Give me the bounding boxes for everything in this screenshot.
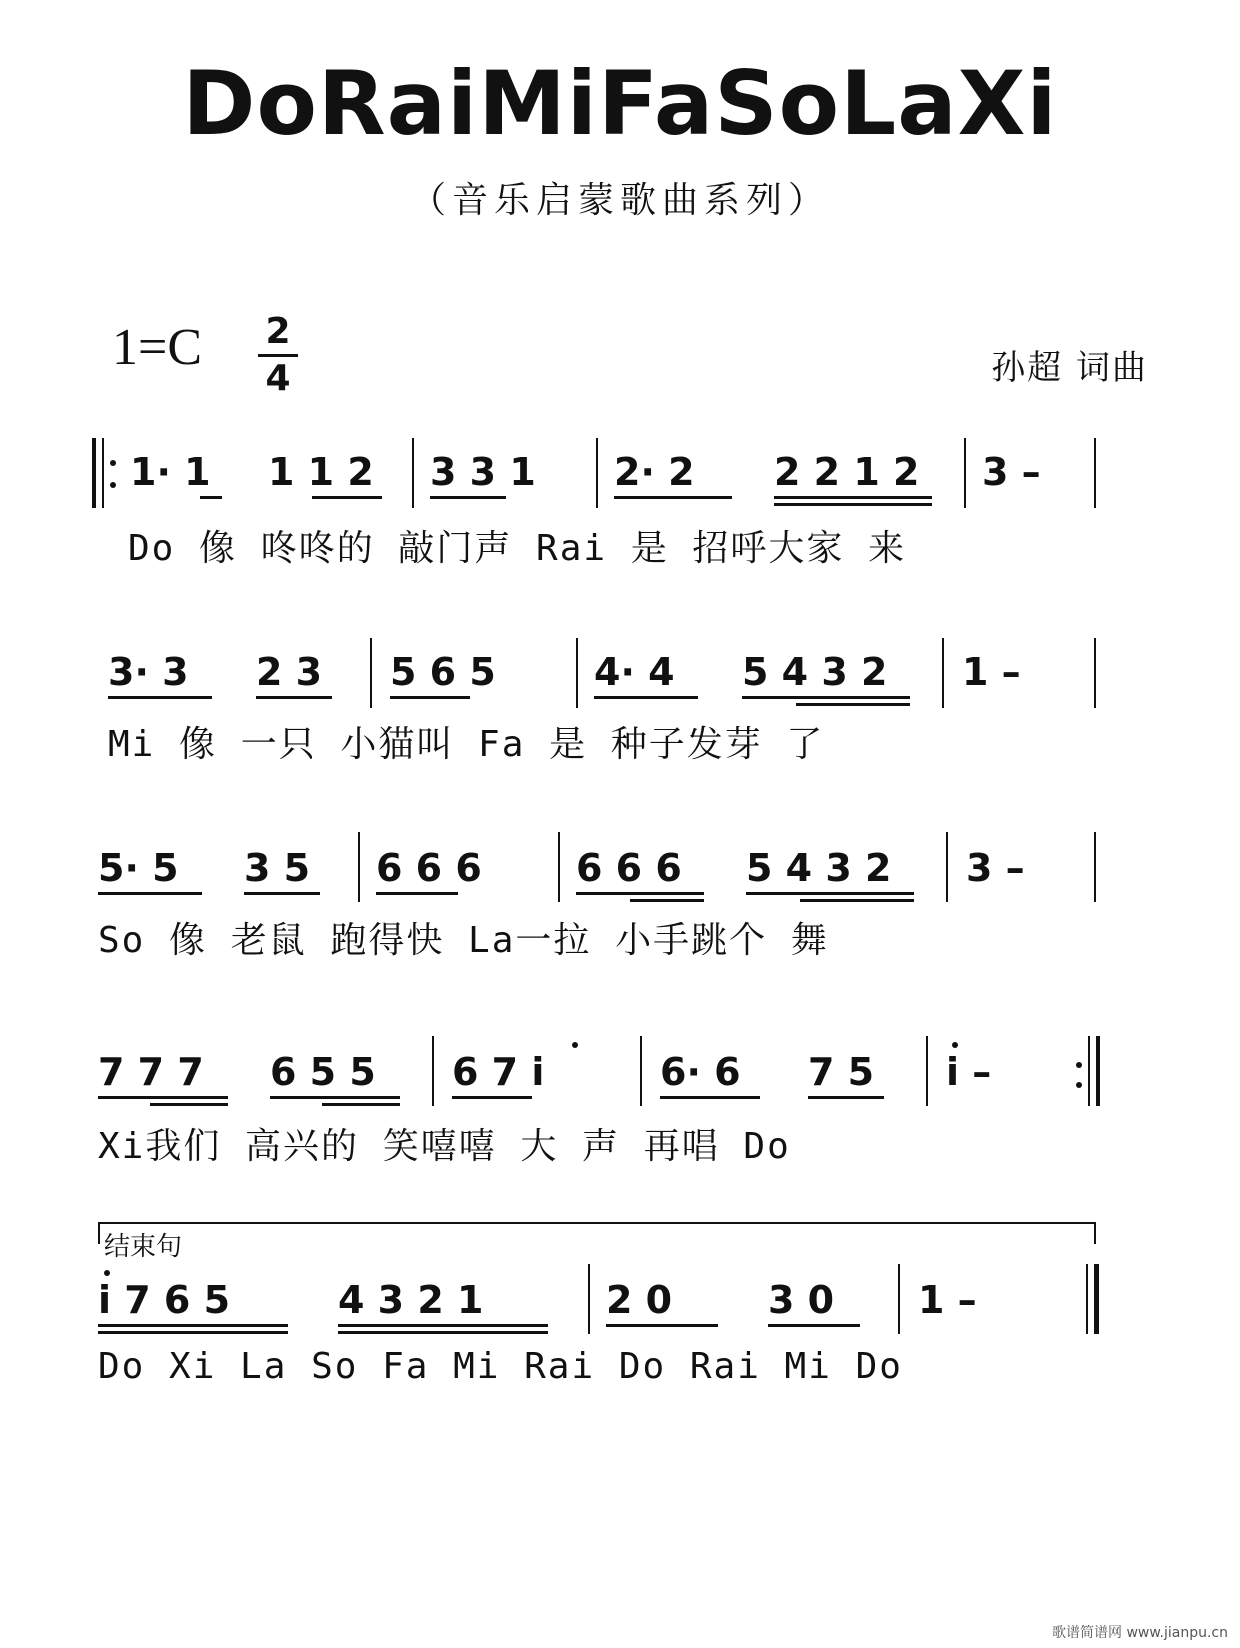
underline-beam: [614, 496, 732, 499]
underline-beam: [430, 496, 506, 499]
underline-beam: [774, 496, 932, 499]
underline-beam: [452, 1096, 532, 1099]
underline-beam: [312, 496, 382, 499]
note-group: 7 7 7: [98, 1050, 204, 1094]
high-octave-dot: [572, 1042, 578, 1048]
lyrics-line: Xi我们 高兴的 笑嘻嘻 大 声 再唱 Do: [98, 1126, 791, 1167]
underline-beam: [768, 1324, 860, 1327]
bar-line: [370, 638, 372, 708]
underline-beam: [98, 1331, 288, 1334]
ending-bracket-left: [98, 1222, 100, 1244]
bar-line: [576, 638, 578, 708]
high-octave-dot: [952, 1042, 958, 1048]
bar-line: [558, 832, 560, 902]
underline-beam: [98, 1324, 288, 1327]
underline-beam: [742, 696, 910, 699]
key-signature: 1=C: [112, 319, 203, 376]
underline-beam: [338, 1331, 548, 1334]
underline-beam: [660, 1096, 760, 1099]
final-bar-line: [1086, 1264, 1088, 1334]
repeat-end-bar: [1088, 1036, 1090, 1106]
ending-bracket-right: [1094, 1222, 1096, 1244]
note-group: 1 1 2: [268, 450, 374, 494]
underline-beam: [200, 496, 222, 499]
repeat-dot: [110, 482, 116, 488]
note-group: i 7 6 5: [98, 1278, 231, 1322]
underline-beam: [800, 899, 914, 902]
bar-line: [964, 438, 966, 508]
underline-beam: [594, 696, 698, 699]
repeat-dot: [1076, 1082, 1082, 1088]
author-credit: 孙超 词曲: [991, 348, 1148, 388]
bar-line: [1094, 832, 1096, 902]
high-octave-dot: [104, 1270, 110, 1276]
underline-beam: [256, 696, 332, 699]
note-group: 6 6 6: [376, 846, 482, 890]
note-group: i –: [946, 1050, 992, 1094]
repeat-start-thick-bar: [92, 438, 96, 508]
bar-line: [942, 638, 944, 708]
note-group: 1 –: [962, 650, 1021, 694]
note-group: 4· 4: [594, 650, 675, 694]
bar-line: [1094, 638, 1096, 708]
bar-line: [432, 1036, 434, 1106]
underline-beam: [98, 892, 202, 895]
underline-beam: [390, 696, 470, 699]
underline-beam: [322, 1103, 400, 1106]
ending-label: 结束句: [104, 1232, 183, 1262]
note-group: 5 6 5: [390, 650, 496, 694]
ending-bracket: [98, 1222, 1094, 1224]
bar-line: [640, 1036, 642, 1106]
bar-line: [946, 832, 948, 902]
underline-beam: [774, 503, 932, 506]
underline-beam: [808, 1096, 884, 1099]
bar-line: [1094, 438, 1096, 508]
note-group: 1· 1: [130, 450, 211, 494]
note-group: 6 6 6: [576, 846, 682, 890]
bar-line: [898, 1264, 900, 1334]
note-group: 5· 5: [98, 846, 179, 890]
note-group: 4 3 2 1: [338, 1278, 484, 1322]
song-title: DoRaiMiFaSoLaXi: [182, 52, 1058, 155]
underline-beam: [108, 696, 212, 699]
lyrics-line: Mi 像 一只 小猫叫 Fa 是 种子发芽 了: [108, 724, 825, 765]
song-subtitle: （音乐启蒙歌曲系列）: [409, 180, 830, 221]
bar-line: [358, 832, 360, 902]
underline-beam: [606, 1324, 718, 1327]
repeat-start-bar: [102, 438, 104, 508]
note-group: 6· 6: [660, 1050, 741, 1094]
final-thick-bar: [1094, 1264, 1099, 1334]
bar-line: [588, 1264, 590, 1334]
time-signature-top: 2: [265, 311, 291, 352]
note-group: 1 –: [918, 1278, 977, 1322]
note-group: 5 4 3 2: [742, 650, 888, 694]
underline-beam: [746, 892, 914, 895]
bar-line: [596, 438, 598, 508]
note-group: 3 5: [244, 846, 311, 890]
note-group: 3· 3: [108, 650, 189, 694]
underline-beam: [338, 1324, 548, 1327]
repeat-end-thick-bar: [1096, 1036, 1100, 1106]
underline-beam: [150, 1103, 228, 1106]
time-signature: [258, 312, 298, 399]
repeat-dot: [110, 460, 116, 466]
lyrics-line: So 像 老鼠 跑得快 La一拉 小手跳个 舞: [98, 920, 829, 961]
lyrics-line: Do 像 咚咚的 敲门声 Rai 是 招呼大家 来: [128, 528, 907, 569]
note-group: 2· 2: [614, 450, 695, 494]
note-group: 2 0: [606, 1278, 673, 1322]
bar-line: [926, 1036, 928, 1106]
underline-beam: [98, 1096, 228, 1099]
underline-beam: [576, 892, 704, 895]
note-group: 5 4 3 2: [746, 846, 892, 890]
note-group: 3 0: [768, 1278, 835, 1322]
underline-beam: [796, 703, 910, 706]
underline-beam: [630, 899, 704, 902]
note-group: 6 7 i: [452, 1050, 545, 1094]
underline-beam: [270, 1096, 400, 1099]
underline-beam: [376, 892, 458, 895]
underline-beam: [244, 892, 320, 895]
time-signature-bottom: 4: [265, 358, 291, 399]
note-group: 3 –: [966, 846, 1025, 890]
note-group: 3 –: [982, 450, 1041, 494]
bar-line: [412, 438, 414, 508]
repeat-dot: [1076, 1062, 1082, 1068]
watermark: 歌谱简谱网 www.jianpu.cn: [1052, 1625, 1228, 1641]
lyrics-line: Do Xi La So Fa Mi Rai Do Rai Mi Do: [98, 1346, 903, 1387]
note-group: 6 5 5: [270, 1050, 376, 1094]
note-group: 2 2 1 2: [774, 450, 920, 494]
note-group: 2 3: [256, 650, 323, 694]
note-group: 7 5: [808, 1050, 875, 1094]
note-group: 3 3 1: [430, 450, 536, 494]
